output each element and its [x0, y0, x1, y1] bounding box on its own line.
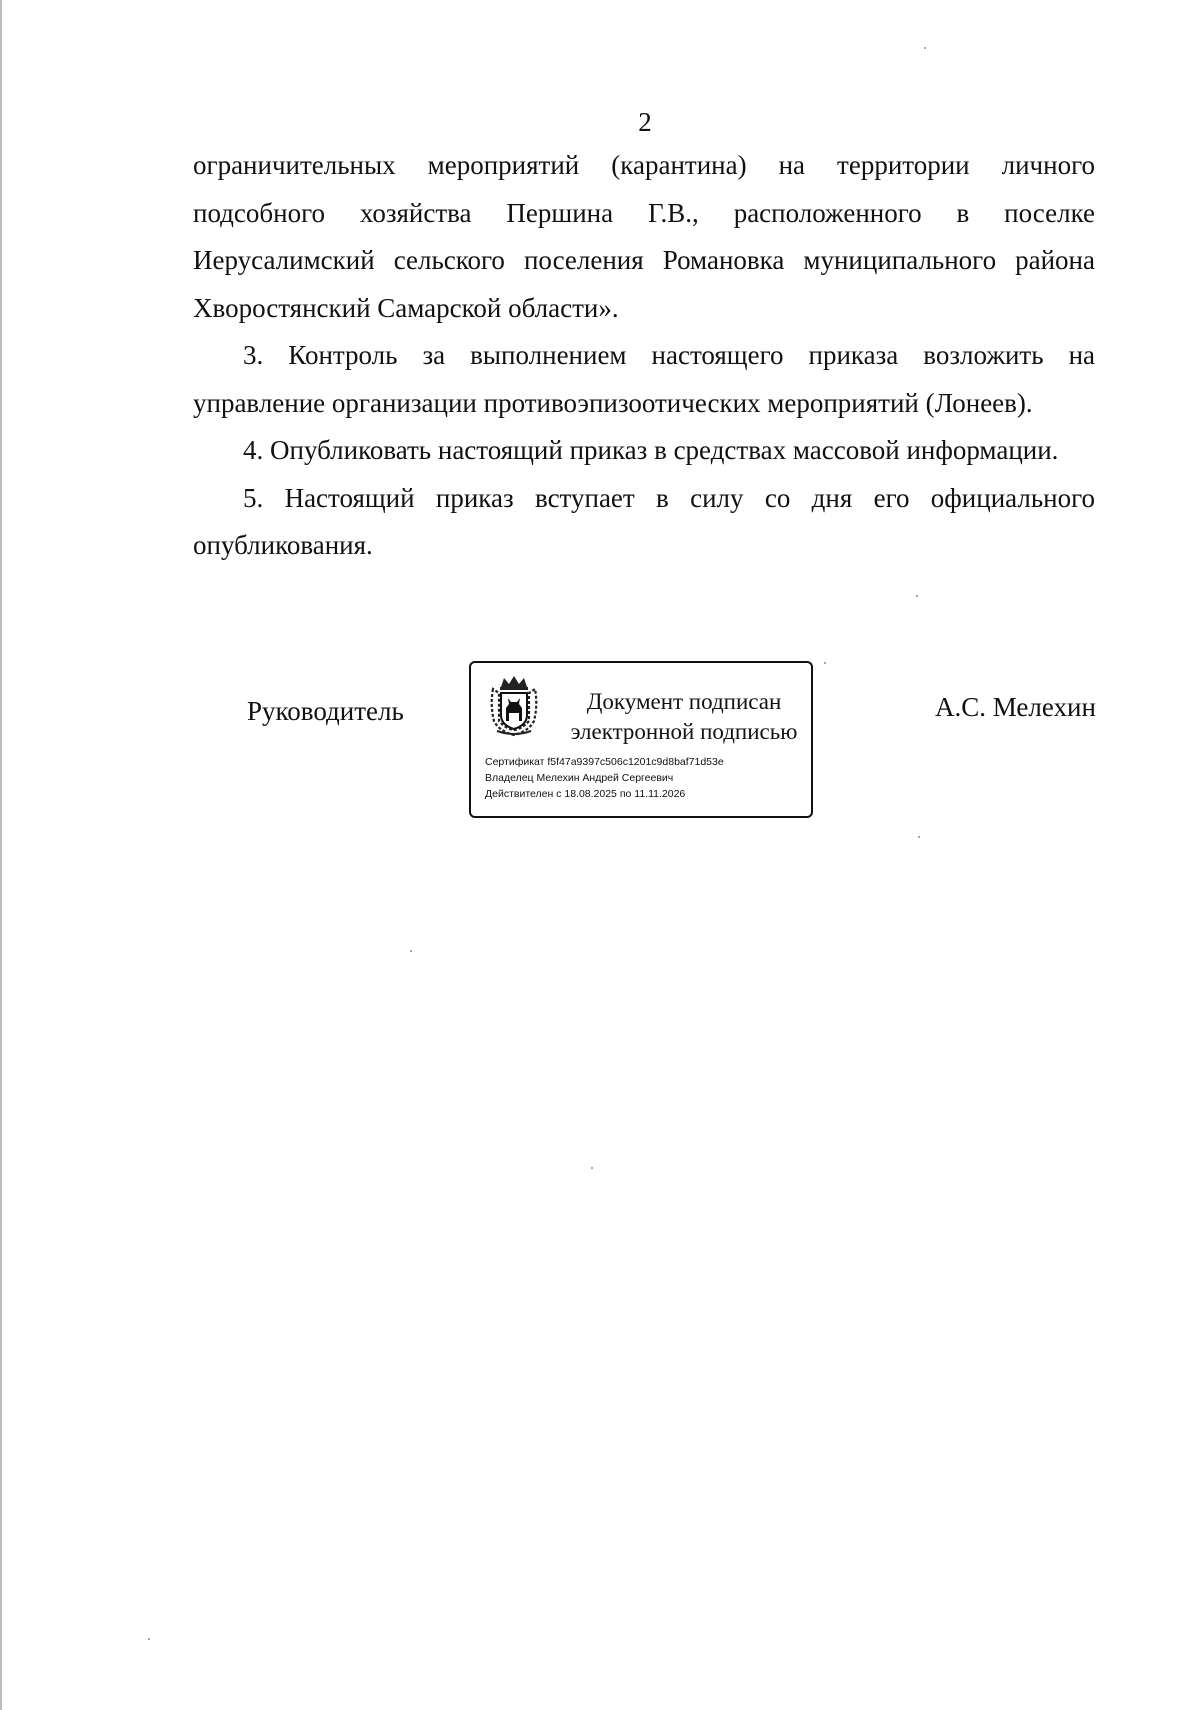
scan-left-edge [0, 0, 2, 1710]
signer-position: Руководитель [247, 696, 404, 726]
page-number: 2 [638, 107, 652, 137]
paragraph-5: 5. Настоящий приказ вступает в силу со дня его официального опубликования. [193, 482, 1095, 560]
stamp-title-line1: Документ подписан [586, 689, 782, 714]
e-signature-stamp [469, 661, 813, 818]
scan-speck [148, 1638, 150, 1640]
scan-speck [410, 950, 412, 952]
stamp-details [485, 754, 724, 802]
scan-speck [591, 1167, 593, 1169]
scan-speck [924, 47, 926, 49]
stamp-title-line2: электронной подписью [570, 719, 798, 744]
stamp-validity: Действителен с 18.08.2025 по 11.11.2026 [485, 788, 686, 800]
stamp-title [559, 687, 809, 747]
paragraph-4: 4. Опубликовать настоящий приказ в средствах массовой информации. [243, 435, 1059, 465]
scan-speck [916, 595, 918, 597]
coat-of-arms-icon [489, 675, 539, 737]
stamp-owner: Владелец Мелехин Андрей Сергеевич [485, 772, 674, 784]
document-body [193, 142, 1095, 570]
paragraph-3: 3. Контроль за выполнением настоящего приказа возложить на управление организации противоэпизоотических мероприятий (Лонеев). [193, 340, 1095, 418]
scan-speck [824, 662, 826, 664]
scan-speck [918, 836, 920, 838]
signer-name: А.С. Мелехин [935, 692, 1096, 722]
stamp-certificate: Сертификат f5f47a9397c506c1201c9d8baf71d53e [485, 756, 724, 768]
paragraph-continuation: ограничительных мероприятий (карантина) на территории личного подсобного хозяйства Першина Г.В., расположенного в поселке Иерусалимский сельского поселения Романовка муниципального района Хворостянский Самарской области». [193, 150, 1095, 323]
